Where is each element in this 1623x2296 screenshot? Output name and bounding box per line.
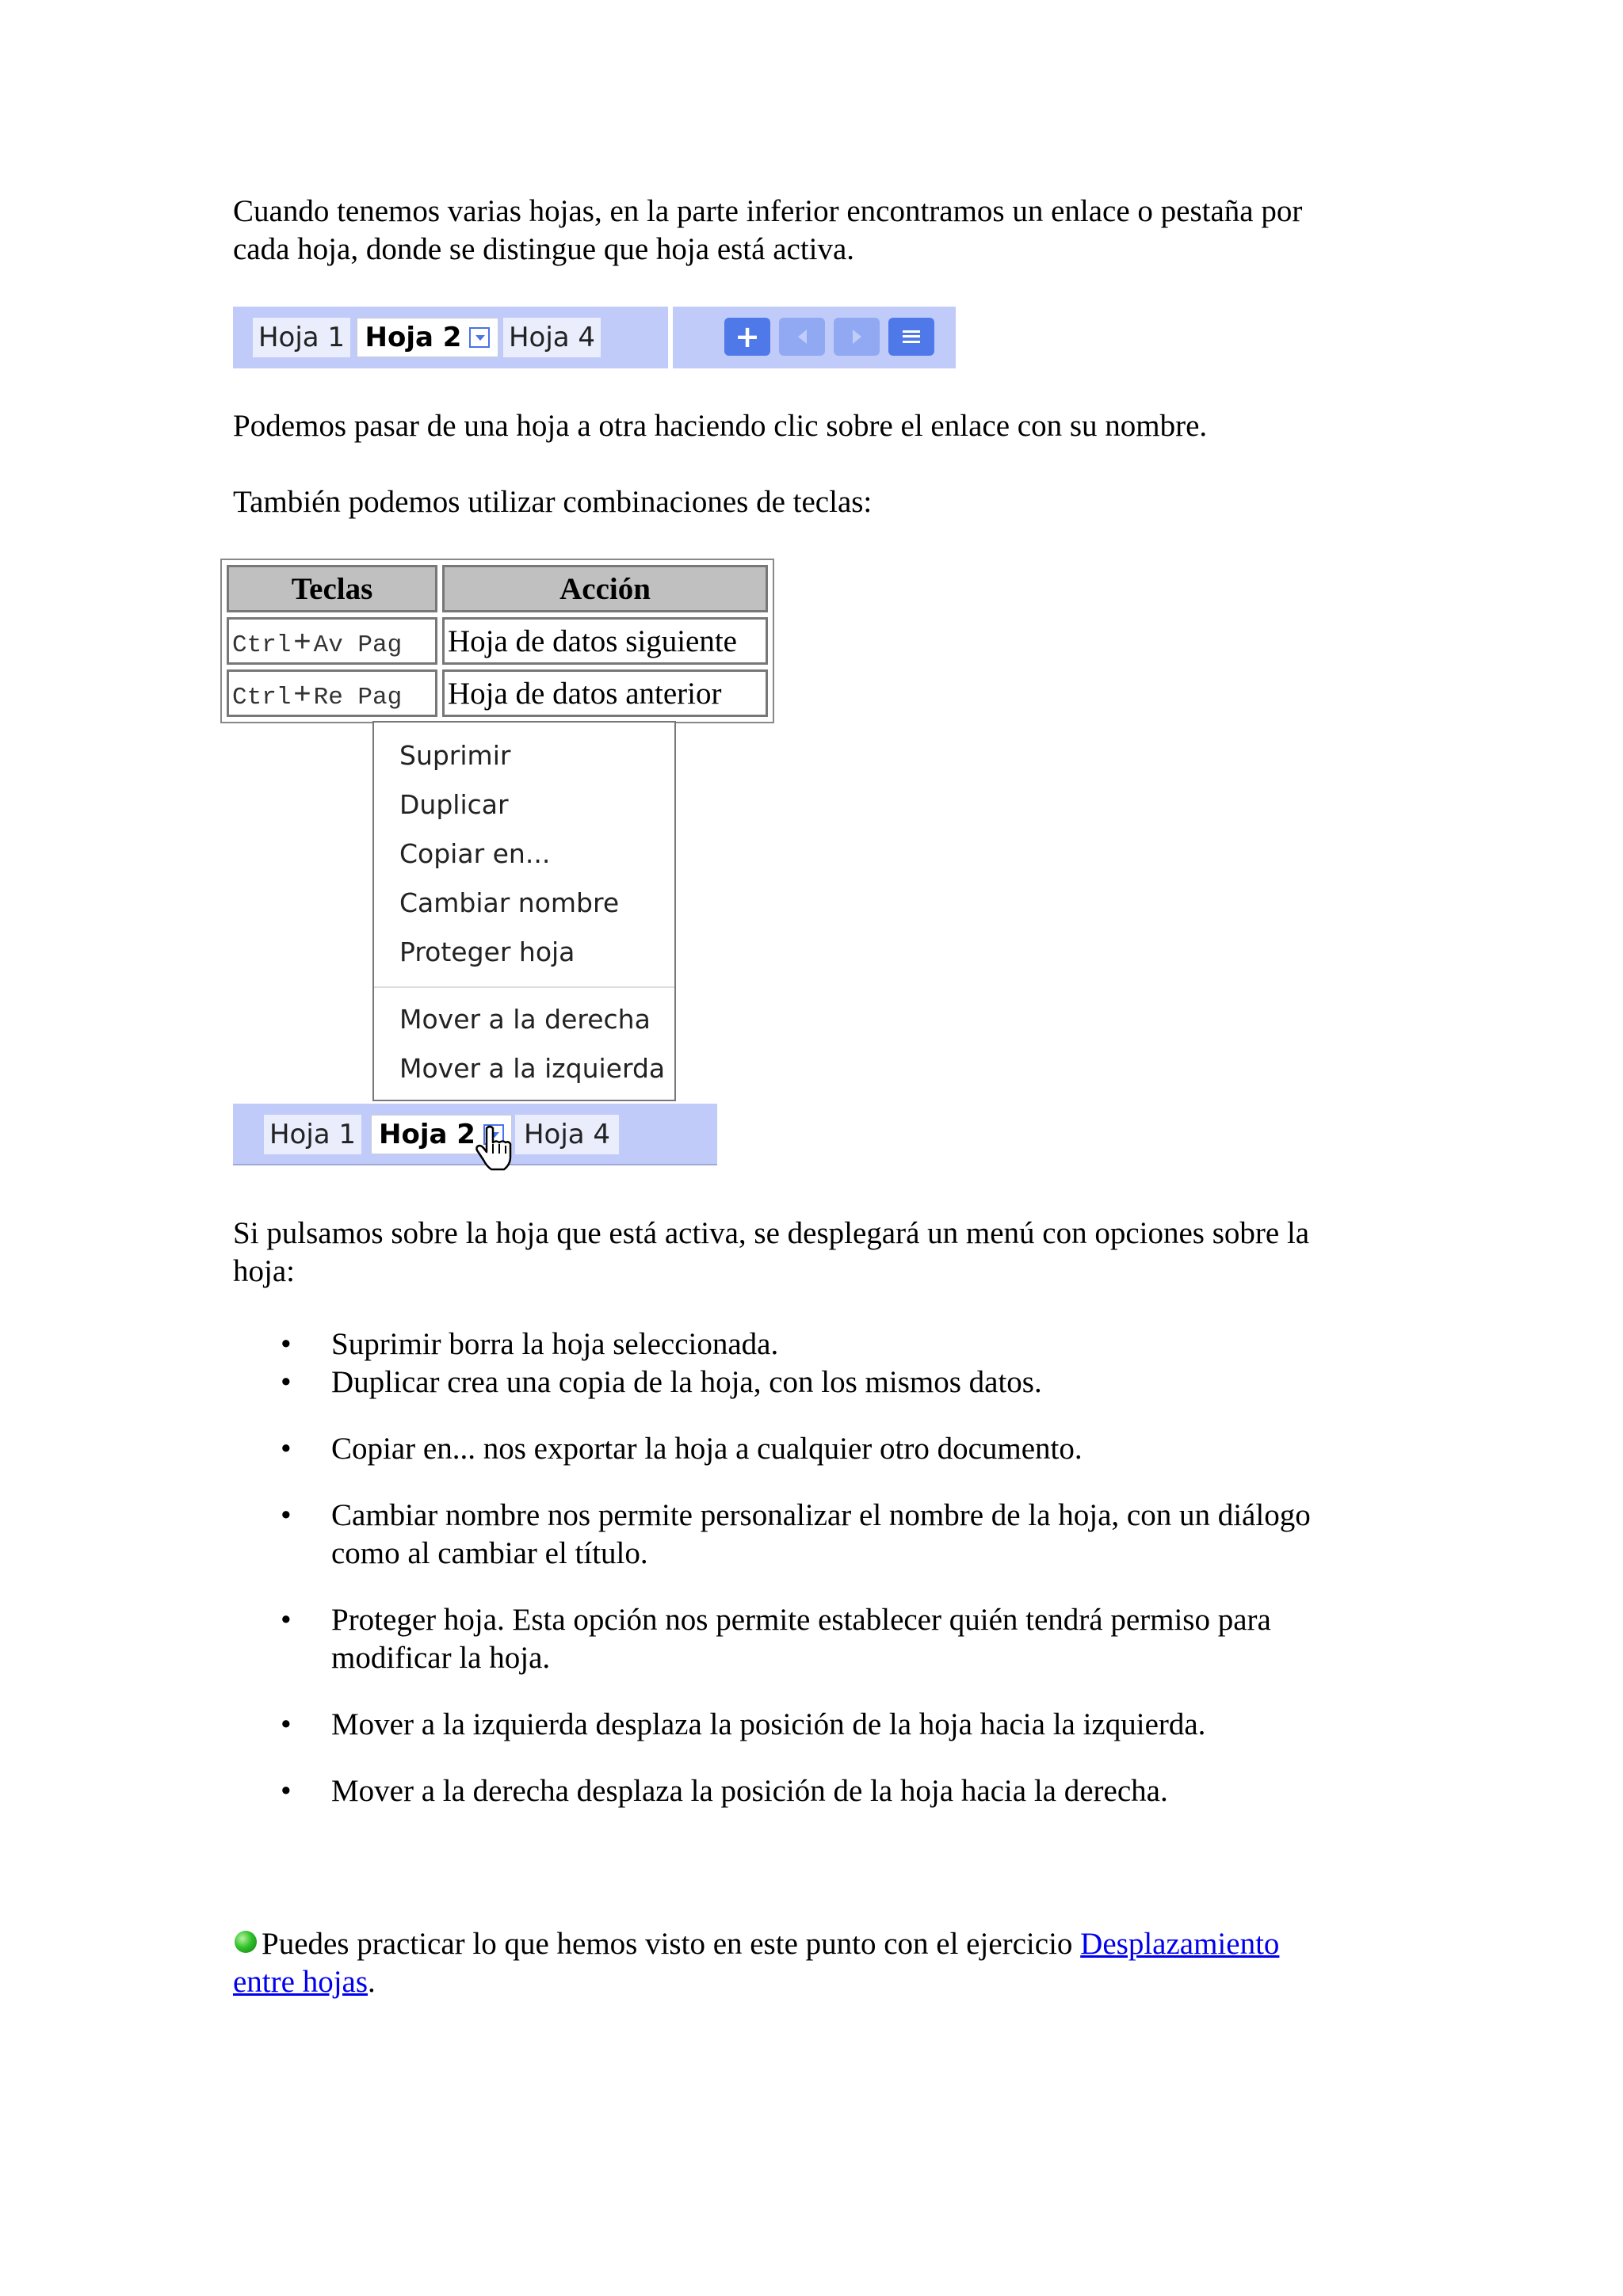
table-row (227, 617, 768, 665)
intro-paragraph (233, 193, 1302, 269)
shortcut-table (220, 559, 774, 723)
arrow-left-icon (798, 330, 807, 344)
sheet-context-menu (372, 721, 676, 1101)
key-combo-cell (227, 669, 437, 717)
tab-hoja-4[interactable] (515, 1115, 619, 1154)
tab-label: Hoja 4 (523, 1119, 611, 1150)
options-list (233, 1325, 1406, 1810)
hand-pointer-icon (475, 1125, 512, 1171)
list-item (233, 1430, 1406, 1468)
menu-paragraph-line-1: Si pulsamos sobre la hoja que está activa, se desplegará un menú con opciones sobre la (233, 1216, 1310, 1250)
list-icon (903, 330, 920, 343)
menu-item-copiar-en[interactable]: Copiar en... (399, 838, 551, 869)
option-mover-izquierda: Mover a la izquierda desplaza la posición de la hoja hacia la izquierda. (331, 1707, 1206, 1741)
key-ctrl: Ctrl (232, 683, 292, 711)
tab-hoja-1[interactable] (253, 318, 350, 357)
tab-label: Hoja 2 (365, 322, 462, 353)
dropdown-arrow-icon[interactable] (469, 327, 490, 348)
list-item (233, 1601, 1406, 1677)
arrow-right-icon (853, 330, 861, 344)
option-copiar-en: Copiar en... nos exportar la hoja a cualquier otro documento. (331, 1432, 1083, 1466)
intro-line-2: cada hoja, donde se distingue que hoja está activa. (233, 232, 855, 266)
sheet-tab-bar (233, 307, 668, 368)
switch-paragraph: Podemos pasar de una hoja a otra haciendo clic sobre el enlace con su nombre. (233, 409, 1208, 443)
tab-label: Hoja 2 (379, 1119, 475, 1150)
key-plus: + (293, 677, 311, 711)
list-item (233, 1772, 1406, 1810)
scroll-left-button[interactable] (779, 318, 825, 356)
menu-item-duplicar[interactable]: Duplicar (399, 789, 509, 820)
plus-icon: + (735, 319, 760, 354)
menu-paragraph (233, 1215, 1309, 1291)
header-accion: Acción (442, 565, 768, 612)
intro-line-1: Cuando tenemos varias hojas, en la parte inferior encontramos un enlace o pestaña por (233, 194, 1303, 228)
list-item (233, 1325, 1406, 1363)
key-re-pag: Re Pag (313, 683, 403, 711)
exercise-link-part-2: entre hojas (233, 1965, 369, 1999)
tab-label: Hoja 1 (258, 322, 346, 353)
menu-item-suprimir[interactable]: Suprimir (399, 740, 511, 771)
sheet-nav-controls (668, 307, 956, 368)
practice-paragraph (233, 1925, 1279, 2001)
key-combo-cell (227, 617, 437, 665)
sheet-list-button[interactable] (888, 318, 934, 356)
practice-end: . (368, 1965, 376, 1999)
header-teclas: Teclas (227, 565, 437, 612)
action-cell: Hoja de datos siguiente (442, 617, 768, 665)
menu-item-proteger-hoja[interactable]: Proteger hoja (399, 936, 575, 967)
list-item (233, 1497, 1406, 1573)
menu-item-mover-izquierda[interactable]: Mover a la izquierda (399, 1053, 666, 1084)
menu-item-cambiar-nombre[interactable]: Cambiar nombre (399, 887, 620, 918)
list-item (233, 1363, 1406, 1402)
practice-text: Puedes practicar lo que hemos visto en este punto con el ejercicio (262, 1927, 1081, 1961)
option-suprimir: Suprimir borra la hoja seleccionada. (331, 1327, 779, 1361)
menu-item-mover-derecha[interactable]: Mover a la derecha (399, 1004, 651, 1035)
tab-hoja-2-active[interactable] (357, 318, 498, 357)
menu-separator (374, 986, 674, 988)
option-duplicar: Duplicar crea una copia de la hoja, con los mismos datos. (331, 1365, 1042, 1399)
key-plus: + (293, 624, 311, 658)
scroll-right-button[interactable] (834, 318, 880, 356)
tab-label: Hoja 4 (508, 322, 596, 353)
option-cambiar-nombre-cont: como al cambiar el título. (331, 1536, 648, 1570)
key-av-pag: Av Pag (313, 631, 403, 659)
tab-hoja-1[interactable] (264, 1115, 361, 1154)
tab-hoja-4[interactable] (503, 318, 601, 357)
option-proteger-hoja: Proteger hoja. Esta opción nos permite establecer quién tendrá permiso para (331, 1603, 1271, 1637)
option-proteger-hoja-cont: modificar la hoja. (331, 1641, 551, 1675)
tab-label: Hoja 1 (269, 1119, 357, 1150)
menu-paragraph-line-2: hoja: (233, 1254, 295, 1288)
action-cell: Hoja de datos anterior (442, 669, 768, 717)
exercise-link-part-1: Desplazamiento (1080, 1927, 1280, 1961)
key-ctrl: Ctrl (232, 631, 292, 659)
keys-intro-paragraph: También podemos utilizar combinaciones de teclas: (233, 485, 873, 519)
list-item (233, 1706, 1406, 1744)
option-cambiar-nombre: Cambiar nombre nos permite personalizar el nombre de la hoja, con un diálogo (331, 1498, 1311, 1532)
table-row (227, 669, 768, 717)
add-sheet-button[interactable] (724, 318, 770, 356)
option-mover-derecha: Mover a la derecha desplaza la posición de la hoja hacia la derecha. (331, 1774, 1168, 1808)
